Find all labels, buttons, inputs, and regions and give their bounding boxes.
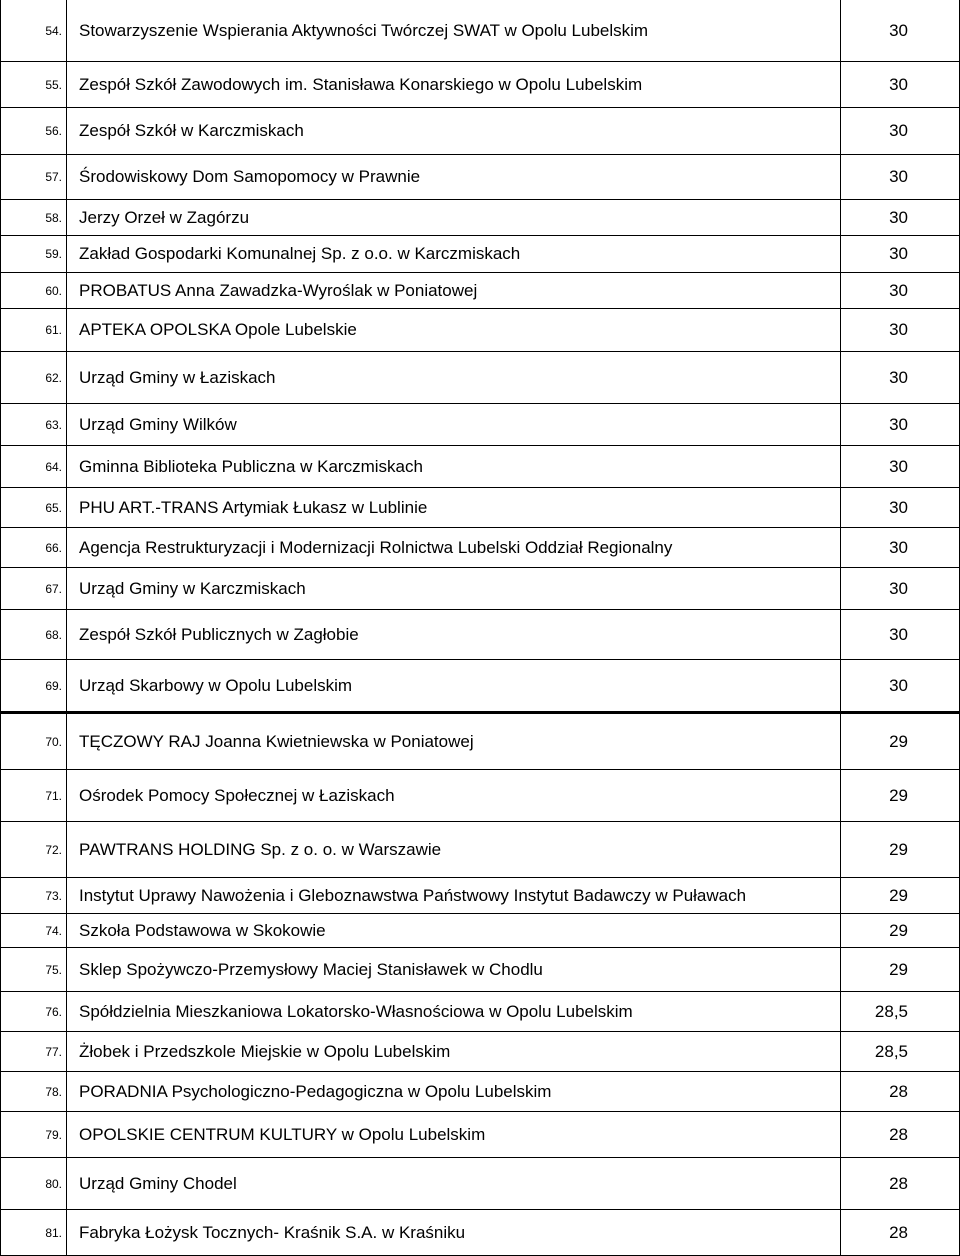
table-row bbox=[0, 1112, 960, 1158]
organization-name: OPOLSKIE CENTRUM KULTURY w Opolu Lubelskim bbox=[79, 1124, 486, 1144]
row-number: 65. bbox=[45, 500, 62, 515]
score-value: 28,5 bbox=[874, 1041, 908, 1061]
organization-name: Urząd Skarbowy w Opolu Lubelskim bbox=[79, 675, 353, 695]
row-number: 61. bbox=[45, 323, 62, 337]
row-number: 59. bbox=[45, 247, 62, 261]
score-value: 28 bbox=[889, 1222, 908, 1242]
row-number: 57. bbox=[45, 170, 62, 184]
table-row bbox=[0, 1158, 960, 1210]
organization-name: PORADNIA Psychologiczno-Pedagogiczna w Opolu Lubelskim bbox=[79, 1081, 552, 1101]
row-number: 74. bbox=[45, 923, 62, 938]
organization-name: Żłobek i Przedszkole Miejskie w Opolu Lubelskim bbox=[79, 1041, 451, 1061]
table-row bbox=[0, 273, 960, 309]
row-number: 63. bbox=[45, 417, 62, 432]
column-divider bbox=[66, 0, 67, 1256]
row-number: 78. bbox=[45, 1084, 62, 1099]
score-value: 30 bbox=[889, 207, 908, 227]
table-row bbox=[0, 62, 960, 108]
table-row bbox=[0, 1210, 960, 1256]
table-row bbox=[0, 0, 960, 62]
organization-name: Zespół Szkół w Karczmiskach bbox=[79, 121, 304, 140]
table-row bbox=[0, 948, 960, 992]
organization-name: Fabryka Łożysk Tocznych- Kraśnik S.A. w Kraśniku bbox=[79, 1222, 466, 1242]
row-number: 79. bbox=[45, 1127, 62, 1142]
score-value: 29 bbox=[889, 920, 908, 940]
score-value: 30 bbox=[889, 74, 908, 94]
score-value: 30 bbox=[889, 497, 908, 517]
table-row bbox=[0, 404, 960, 446]
score-value: 30 bbox=[889, 20, 908, 40]
score-value: 29 bbox=[889, 885, 908, 905]
score-value: 30 bbox=[889, 456, 908, 476]
table-row bbox=[0, 200, 960, 236]
organization-name: Gminna Biblioteka Publiczna w Karczmiskach bbox=[79, 456, 423, 476]
row-number: 64. bbox=[45, 459, 62, 474]
organization-name: Zespół Szkół Zawodowych im. Stanisława Konarskiego w Opolu Lubelskim bbox=[79, 74, 643, 94]
organization-name: Stowarzyszenie Wspierania Aktywności Twórczej SWAT w Opolu Lubelskim bbox=[79, 20, 649, 40]
organization-name: Spółdzielnia Mieszkaniowa Lokatorsko-Własnościowa w Opolu Lubelskim bbox=[79, 1001, 633, 1021]
score-value: 29 bbox=[889, 785, 908, 805]
row-number: 80. bbox=[45, 1176, 62, 1191]
organization-name: Urząd Gminy w Łaziskach bbox=[79, 367, 276, 387]
organization-name: TĘCZOWY RAJ Joanna Kwietniewska w Poniatowej bbox=[79, 731, 474, 751]
row-number: 66. bbox=[45, 540, 62, 555]
row-number: 75. bbox=[45, 962, 62, 977]
table-row bbox=[0, 770, 960, 822]
row-number: 70. bbox=[45, 734, 62, 749]
row-number: 58. bbox=[45, 210, 62, 225]
table-row bbox=[0, 822, 960, 878]
score-value: 28 bbox=[889, 1081, 908, 1101]
score-value: 30 bbox=[889, 320, 908, 339]
organization-name: PAWTRANS HOLDING Sp. z o. o. w Warszawie bbox=[79, 839, 442, 859]
score-value: 30 bbox=[889, 367, 908, 387]
row-number: 72. bbox=[45, 842, 62, 857]
score-value: 30 bbox=[889, 578, 908, 598]
table-row bbox=[0, 1032, 960, 1072]
table-row bbox=[0, 992, 960, 1032]
score-value: 30 bbox=[889, 121, 908, 140]
table-row bbox=[0, 714, 960, 770]
table-row bbox=[0, 610, 960, 660]
table-row bbox=[0, 528, 960, 568]
row-number: 60. bbox=[45, 283, 62, 298]
score-value: 28,5 bbox=[874, 1001, 908, 1021]
table-row bbox=[0, 878, 960, 914]
organization-name: PHU ART.-TRANS Artymiak Łukasz w Lublinie bbox=[79, 497, 428, 517]
score-value: 30 bbox=[889, 414, 908, 434]
row-number: 67. bbox=[45, 581, 62, 596]
table-row bbox=[0, 236, 960, 273]
row-number: 69. bbox=[45, 678, 62, 693]
organization-name: Zespół Szkół Publicznych w Zagłobie bbox=[79, 624, 359, 644]
row-number: 76. bbox=[45, 1004, 62, 1019]
table-row bbox=[0, 488, 960, 528]
row-number: 55. bbox=[45, 77, 62, 92]
row-number: 81. bbox=[45, 1225, 62, 1240]
score-value: 28 bbox=[889, 1173, 908, 1193]
table-row bbox=[0, 568, 960, 610]
score-value: 29 bbox=[889, 839, 908, 859]
score-value: 28 bbox=[889, 1124, 908, 1144]
row-number: 77. bbox=[45, 1044, 62, 1059]
organization-name: PROBATUS Anna Zawadzka-Wyroślak w Poniatowej bbox=[79, 280, 478, 300]
row-number: 73. bbox=[45, 888, 62, 903]
column-divider bbox=[0, 0, 1, 1256]
table-row bbox=[0, 914, 960, 948]
organization-name: Szkoła Podstawowa w Skokowie bbox=[79, 920, 326, 940]
organization-name: APTEKA OPOLSKA Opole Lubelskie bbox=[79, 320, 357, 339]
table-row bbox=[0, 108, 960, 155]
organization-name: Jerzy Orzeł w Zagórzu bbox=[79, 207, 250, 227]
table-row bbox=[0, 155, 960, 200]
row-number: 68. bbox=[45, 627, 62, 642]
row-number: 56. bbox=[45, 124, 62, 138]
table-row bbox=[0, 352, 960, 404]
table-row bbox=[0, 660, 960, 714]
score-value: 30 bbox=[889, 624, 908, 644]
score-value: 29 bbox=[889, 731, 908, 751]
organization-name: Sklep Spożywczo-Przemysłowy Maciej Stanisławek w Chodlu bbox=[79, 959, 543, 979]
score-value: 29 bbox=[889, 959, 908, 979]
table-row bbox=[0, 1072, 960, 1112]
score-value: 30 bbox=[889, 537, 908, 557]
score-value: 30 bbox=[889, 244, 908, 263]
column-divider bbox=[840, 0, 841, 1256]
organization-name: Ośrodek Pomocy Społecznej w Łaziskach bbox=[79, 785, 395, 805]
table-row bbox=[0, 309, 960, 352]
organization-name: Urząd Gminy w Karczmiskach bbox=[79, 578, 306, 598]
score-value: 30 bbox=[889, 675, 908, 695]
row-number: 54. bbox=[45, 23, 62, 38]
score-value: 30 bbox=[889, 280, 908, 300]
organization-name: Instytut Uprawy Nawożenia i Gleboznawstwa Państwowy Instytut Badawczy w Puławach bbox=[79, 885, 747, 905]
organization-name: Agencja Restrukturyzacji i Modernizacji Rolnictwa Lubelski Oddział Regionalny bbox=[79, 537, 673, 557]
row-number: 62. bbox=[45, 370, 62, 385]
organization-name: Środowiskowy Dom Samopomocy w Prawnie bbox=[79, 167, 421, 186]
organization-name: Urząd Gminy Wilków bbox=[79, 414, 237, 434]
organization-name: Zakład Gospodarki Komunalnej Sp. z o.o. w Karczmiskach bbox=[79, 244, 521, 263]
organization-name: Urząd Gminy Chodel bbox=[79, 1173, 237, 1193]
table-row bbox=[0, 446, 960, 488]
row-number: 71. bbox=[45, 788, 62, 803]
score-value: 30 bbox=[889, 167, 908, 186]
